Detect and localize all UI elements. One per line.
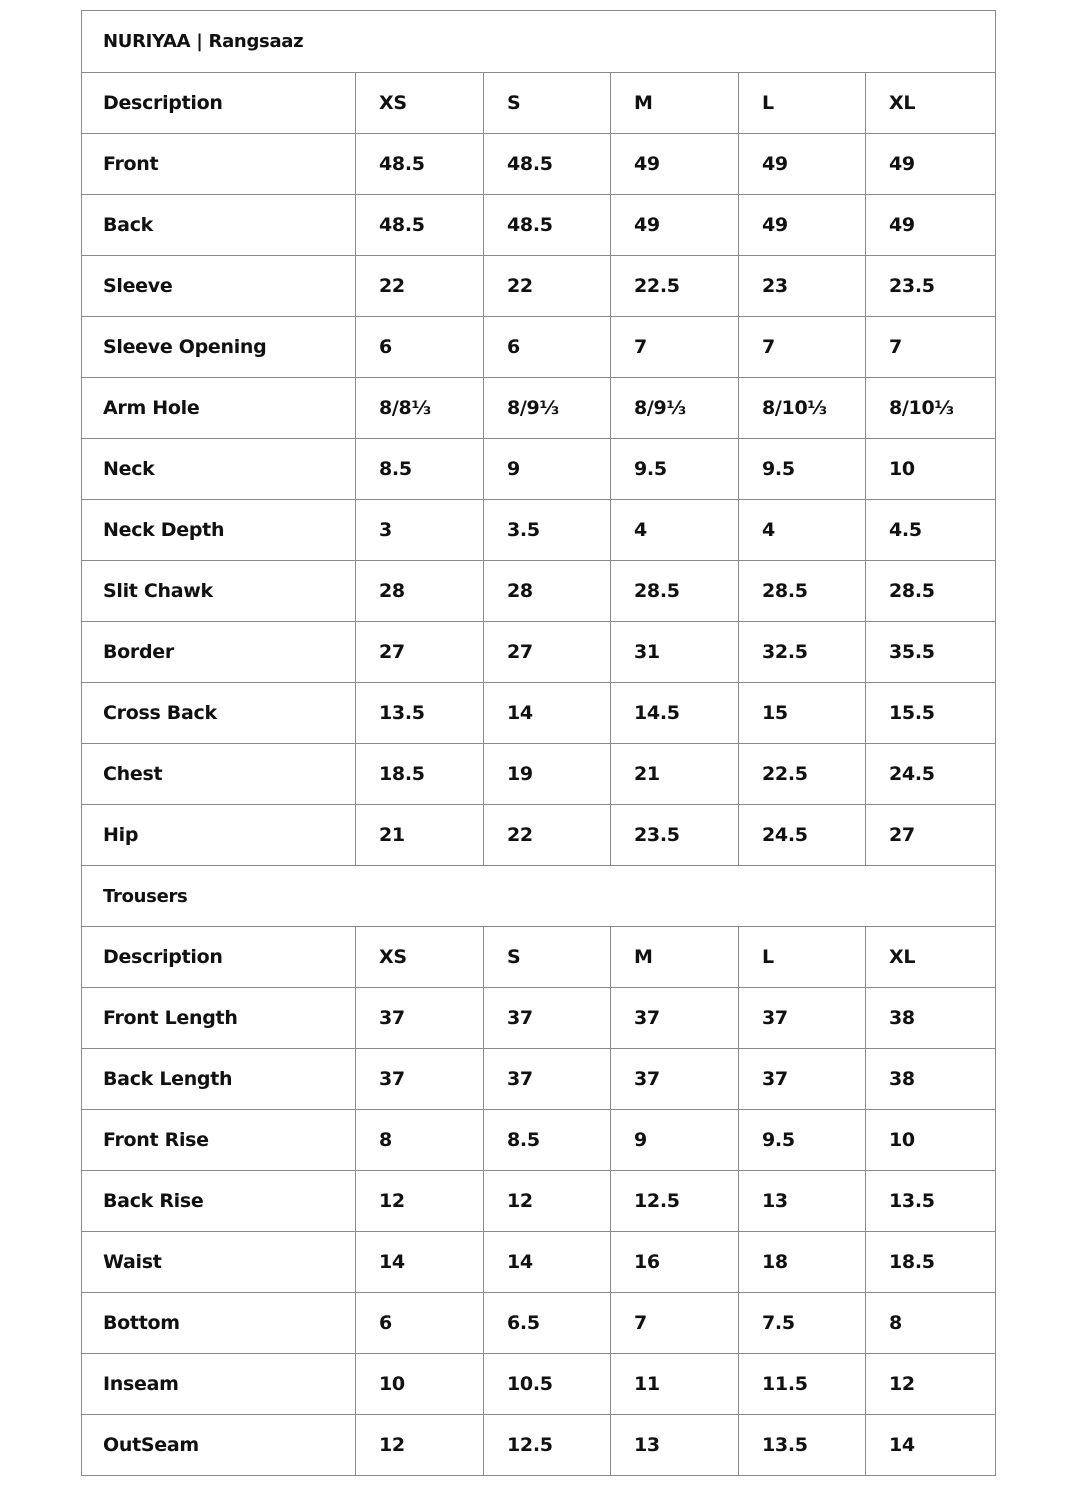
measurement-value: 49	[866, 195, 996, 256]
measurement-value: 24.5	[866, 744, 996, 805]
size-header-s: S	[484, 927, 611, 988]
measurement-value: 38	[866, 988, 996, 1049]
measurement-value: 6	[356, 317, 484, 378]
measurement-value: 28.5	[739, 561, 866, 622]
measurement-value: 37	[484, 988, 611, 1049]
measurement-value: 18	[739, 1232, 866, 1293]
measurement-value: 37	[356, 988, 484, 1049]
measurement-label: Border	[82, 622, 356, 683]
measurement-value: 49	[866, 134, 996, 195]
trousers-row	[82, 1293, 996, 1354]
measurement-value: 6	[484, 317, 611, 378]
measurement-value: 15.5	[866, 683, 996, 744]
trousers-row	[82, 1232, 996, 1293]
trousers-section-title: Trousers	[82, 866, 996, 927]
shirt-row	[82, 134, 996, 195]
measurement-label: Neck	[82, 439, 356, 500]
measurement-value: 9	[611, 1110, 739, 1171]
measurement-value: 49	[739, 134, 866, 195]
measurement-value: 14	[484, 1232, 611, 1293]
measurement-value: 23.5	[611, 805, 739, 866]
size-chart-body	[82, 11, 996, 1476]
measurement-value: 27	[356, 622, 484, 683]
measurement-value: 4.5	[866, 500, 996, 561]
measurement-value: 38	[866, 1049, 996, 1110]
measurement-value: 37	[356, 1049, 484, 1110]
measurement-value: 28.5	[866, 561, 996, 622]
measurement-value: 31	[611, 622, 739, 683]
measurement-value: 4	[611, 500, 739, 561]
measurement-value: 14	[356, 1232, 484, 1293]
measurement-value: 35.5	[866, 622, 996, 683]
measurement-value: 23	[739, 256, 866, 317]
size-chart-table	[81, 10, 996, 1476]
shirt-header-row	[82, 73, 996, 134]
measurement-value: 28	[484, 561, 611, 622]
measurement-value: 14	[866, 1415, 996, 1476]
measurement-value: 12.5	[484, 1415, 611, 1476]
shirt-row	[82, 256, 996, 317]
measurement-value: 4	[739, 500, 866, 561]
measurement-label: Bottom	[82, 1293, 356, 1354]
measurement-value: 12	[356, 1171, 484, 1232]
measurement-value: 3	[356, 500, 484, 561]
measurement-label: Front Length	[82, 988, 356, 1049]
measurement-value: 7.5	[739, 1293, 866, 1354]
shirt-row	[82, 805, 996, 866]
measurement-value: 13	[611, 1415, 739, 1476]
measurement-value: 8/10⅓	[866, 378, 996, 439]
measurement-value: 19	[484, 744, 611, 805]
measurement-value: 13	[739, 1171, 866, 1232]
measurement-value: 14	[484, 683, 611, 744]
shirt-row	[82, 317, 996, 378]
shirt-row	[82, 500, 996, 561]
measurement-value: 48.5	[484, 195, 611, 256]
measurement-label: Back	[82, 195, 356, 256]
trousers-row	[82, 988, 996, 1049]
measurement-value: 22	[484, 256, 611, 317]
trousers-row	[82, 1354, 996, 1415]
measurement-value: 28	[356, 561, 484, 622]
measurement-value: 10	[866, 439, 996, 500]
description-header: Description	[82, 73, 356, 134]
measurement-value: 48.5	[484, 134, 611, 195]
measurement-value: 37	[739, 1049, 866, 1110]
measurement-value: 3.5	[484, 500, 611, 561]
measurement-value: 22.5	[739, 744, 866, 805]
measurement-label: Slit Chawk	[82, 561, 356, 622]
trousers-header-row	[82, 927, 996, 988]
measurement-value: 37	[739, 988, 866, 1049]
measurement-value: 12	[356, 1415, 484, 1476]
measurement-value: 23.5	[866, 256, 996, 317]
measurement-value: 10	[356, 1354, 484, 1415]
measurement-value: 8	[866, 1293, 996, 1354]
measurement-value: 28.5	[611, 561, 739, 622]
shirt-row	[82, 744, 996, 805]
measurement-value: 27	[866, 805, 996, 866]
measurement-label: Sleeve Opening	[82, 317, 356, 378]
measurement-label: Arm Hole	[82, 378, 356, 439]
measurement-label: Inseam	[82, 1354, 356, 1415]
measurement-value: 7	[611, 1293, 739, 1354]
measurement-value: 22	[484, 805, 611, 866]
measurement-value: 11.5	[739, 1354, 866, 1415]
measurement-label: OutSeam	[82, 1415, 356, 1476]
measurement-value: 22.5	[611, 256, 739, 317]
measurement-value: 37	[611, 988, 739, 1049]
measurement-value: 13.5	[739, 1415, 866, 1476]
size-header-s: S	[484, 73, 611, 134]
measurement-value: 16	[611, 1232, 739, 1293]
measurement-value: 12	[866, 1354, 996, 1415]
measurement-value: 6.5	[484, 1293, 611, 1354]
trousers-row	[82, 1171, 996, 1232]
measurement-value: 8.5	[356, 439, 484, 500]
trousers-row	[82, 1415, 996, 1476]
size-header-xl: XL	[866, 927, 996, 988]
measurement-value: 9.5	[739, 439, 866, 500]
measurement-value: 37	[611, 1049, 739, 1110]
measurement-value: 37	[484, 1049, 611, 1110]
measurement-value: 9.5	[739, 1110, 866, 1171]
measurement-value: 15	[739, 683, 866, 744]
measurement-value: 8/9⅓	[611, 378, 739, 439]
measurement-value: 24.5	[739, 805, 866, 866]
measurement-value: 7	[866, 317, 996, 378]
measurement-value: 14.5	[611, 683, 739, 744]
size-header-xl: XL	[866, 73, 996, 134]
chart-title: NURIYAA | Rangsaaz	[82, 11, 996, 73]
measurement-value: 49	[739, 195, 866, 256]
measurement-value: 8/9⅓	[484, 378, 611, 439]
measurement-value: 10	[866, 1110, 996, 1171]
measurement-value: 27	[484, 622, 611, 683]
shirt-row	[82, 195, 996, 256]
measurement-value: 7	[739, 317, 866, 378]
measurement-value: 48.5	[356, 134, 484, 195]
trousers-row	[82, 1049, 996, 1110]
measurement-value: 10.5	[484, 1354, 611, 1415]
measurement-value: 12	[484, 1171, 611, 1232]
shirt-row	[82, 622, 996, 683]
measurement-value: 49	[611, 134, 739, 195]
measurement-value: 11	[611, 1354, 739, 1415]
measurement-label: Sleeve	[82, 256, 356, 317]
size-header-l: L	[739, 73, 866, 134]
measurement-value: 9.5	[611, 439, 739, 500]
measurement-value: 8/8⅓	[356, 378, 484, 439]
measurement-value: 6	[356, 1293, 484, 1354]
measurement-value: 18.5	[866, 1232, 996, 1293]
measurement-label: Neck Depth	[82, 500, 356, 561]
measurement-value: 32.5	[739, 622, 866, 683]
size-header-xs: XS	[356, 927, 484, 988]
measurement-value: 18.5	[356, 744, 484, 805]
title-row	[82, 11, 996, 73]
size-header-xs: XS	[356, 73, 484, 134]
shirt-row	[82, 378, 996, 439]
measurement-value: 22	[356, 256, 484, 317]
size-header-m: M	[611, 927, 739, 988]
measurement-value: 48.5	[356, 195, 484, 256]
measurement-label: Cross Back	[82, 683, 356, 744]
trousers-row	[82, 1110, 996, 1171]
size-header-l: L	[739, 927, 866, 988]
shirt-row	[82, 683, 996, 744]
measurement-value: 12.5	[611, 1171, 739, 1232]
shirt-row	[82, 439, 996, 500]
measurement-value: 9	[484, 439, 611, 500]
measurement-label: Chest	[82, 744, 356, 805]
measurement-label: Back Length	[82, 1049, 356, 1110]
trousers-section-row	[82, 866, 996, 927]
measurement-value: 8.5	[484, 1110, 611, 1171]
measurement-value: 49	[611, 195, 739, 256]
measurement-label: Hip	[82, 805, 356, 866]
measurement-value: 13.5	[866, 1171, 996, 1232]
measurement-value: 8	[356, 1110, 484, 1171]
size-header-m: M	[611, 73, 739, 134]
measurement-label: Back Rise	[82, 1171, 356, 1232]
measurement-label: Waist	[82, 1232, 356, 1293]
measurement-value: 21	[356, 805, 484, 866]
measurement-value: 8/10⅓	[739, 378, 866, 439]
measurement-value: 13.5	[356, 683, 484, 744]
description-header: Description	[82, 927, 356, 988]
shirt-row	[82, 561, 996, 622]
measurement-value: 7	[611, 317, 739, 378]
measurement-value: 21	[611, 744, 739, 805]
measurement-label: Front	[82, 134, 356, 195]
measurement-label: Front Rise	[82, 1110, 356, 1171]
